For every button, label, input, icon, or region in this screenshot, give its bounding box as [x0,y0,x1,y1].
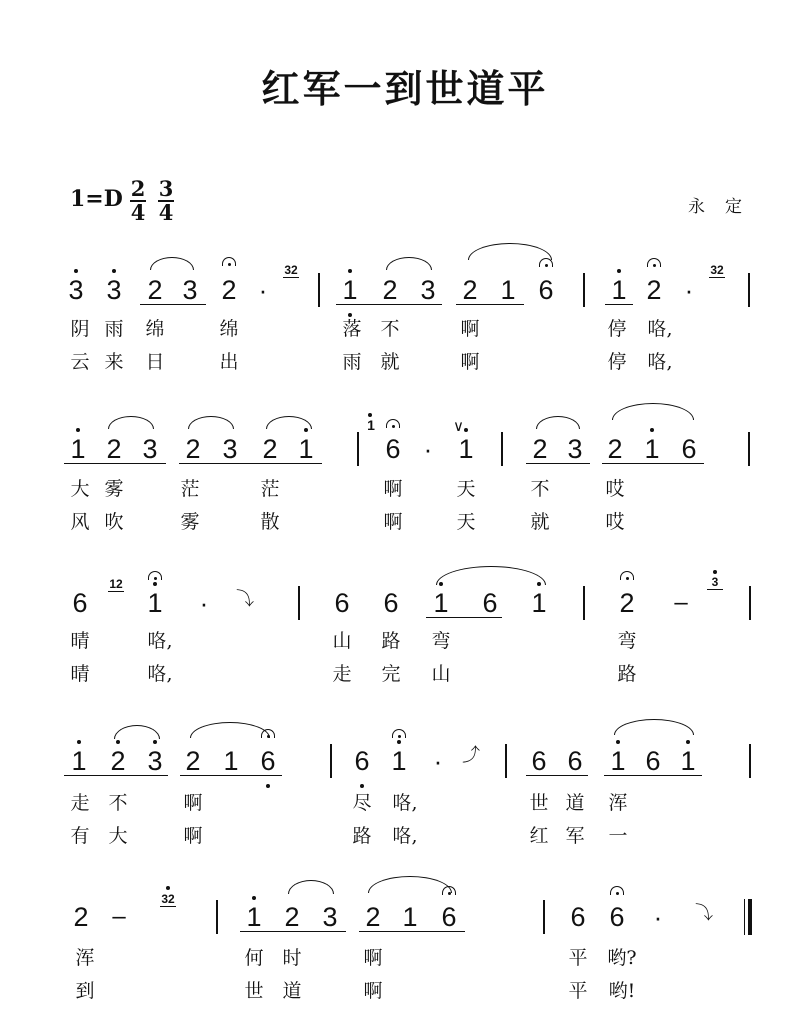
note: 2 [607,434,623,464]
octave-dot [153,582,157,586]
final-barline [744,899,752,935]
meter-denominator: 4 [130,200,146,225]
lyric: 红 [529,825,549,847]
fermata-icon [608,885,626,897]
lyric: 晴 [70,663,90,685]
lyric: 世 [244,980,264,1002]
lyric: 到 [75,980,95,1002]
lyric: 天 [456,478,476,500]
note: 1 [610,746,626,776]
grace-note: 12 [109,577,123,591]
lyric: 阴 [70,318,90,340]
note: 1 [500,275,516,305]
note: 2 [262,434,278,464]
octave-dot [252,896,256,900]
note: 6 [645,746,661,776]
note: 2 [110,746,126,776]
lyric: 山 [332,630,352,652]
lyric: 晴 [70,630,90,652]
note: 1 [680,746,696,776]
breath-mark-icon: ∨ [453,417,464,435]
augmentation-dot: · [653,902,663,932]
lyric: 走 [70,792,90,814]
underline [64,463,166,464]
lyric: 风 [70,511,90,533]
note: 1 [433,588,449,618]
lyric: 浑 [608,792,628,814]
lyric: 停 [607,351,627,373]
lyric: 路 [352,825,372,847]
slur [386,257,432,270]
octave-dot [77,740,81,744]
lyric: 啊 [383,511,403,533]
lyric: 出 [219,351,239,373]
glide-up-icon: ⤴ [462,745,480,766]
barline [318,273,320,307]
lyric: 啊 [363,947,383,969]
slur [266,416,312,429]
meter-numerator: 3 [158,176,174,201]
lyric: 天 [456,511,476,533]
barline [543,900,545,934]
slur [288,880,334,894]
note: 2 [365,902,381,932]
note: 2 [106,434,122,464]
underline [602,463,704,464]
lyric: 尽 [352,792,372,814]
lyric: 哟? [607,947,637,969]
slur [436,566,546,585]
dash: – [112,903,126,930]
note: 1 [70,434,86,464]
lyric: 停 [607,318,627,340]
lyric: 雨 [342,351,362,373]
lyric: 路 [617,663,637,685]
note: 6 [385,434,401,464]
note: 2 [221,275,237,305]
lyric: 啊 [460,318,480,340]
note: 3 [106,275,122,305]
octave-dot [650,428,654,432]
lyric: 平 [568,947,588,969]
fermata-icon [645,257,663,269]
barline [298,586,300,620]
lyric: 大 [70,478,90,500]
barline [583,586,585,620]
fermata-icon [618,570,636,582]
fermata-icon [220,256,238,268]
note: 1 [611,275,627,305]
octave-dot [686,740,690,744]
lyric: 雾 [104,478,124,500]
glide-down-icon: ⤵ [236,589,254,610]
barline [216,900,218,934]
barline [749,586,751,620]
note: 3 [142,434,158,464]
octave-dot [116,740,120,744]
lyric: 绵 [145,318,165,340]
lyric: 咯, [647,318,673,340]
octave-dot [74,269,78,273]
note: 6 [441,902,457,932]
dash: – [674,589,688,616]
lyric: 不 [530,478,550,500]
augmentation-dot: · [258,275,268,305]
slur [612,403,694,420]
barline [330,744,332,778]
underline [359,931,465,932]
grace-note: 1 [367,417,375,433]
augmentation-dot: · [433,746,443,776]
note: 2 [382,275,398,305]
note: 1 [391,746,407,776]
note: 2 [147,275,163,305]
time-signature-3-4 [156,178,176,224]
note: 3 [222,434,238,464]
fermata-icon [390,728,408,740]
barline [583,273,585,307]
underline [605,304,633,305]
note: 2 [619,588,635,618]
fermata-icon [146,570,164,582]
underline [604,775,702,776]
underline [140,304,206,305]
underline [526,775,588,776]
lyric: 哎 [605,478,625,500]
octave-dot [397,740,401,744]
underline [336,304,442,305]
note: 2 [462,275,478,305]
lyric: 雾 [180,511,200,533]
fermata-icon [537,257,555,269]
barline [748,273,750,307]
note: 1 [71,746,87,776]
note: 3 [147,746,163,776]
meter-denominator: 4 [158,200,174,225]
note: 6 [260,746,276,776]
lyric: 啊 [183,825,203,847]
octave-dot [616,740,620,744]
barline [749,744,751,778]
lyric: 咯, [392,825,418,847]
note: 2 [185,746,201,776]
lyric: 咯, [392,792,418,814]
barline [748,432,750,466]
lyric: 咯, [147,630,173,652]
underline [180,775,282,776]
note: 1 [342,275,358,305]
underline [426,617,502,618]
lyric: 世 [529,792,549,814]
augmentation-dot: · [199,588,209,618]
note: 6 [567,746,583,776]
lyric: 弯 [617,630,637,652]
lyric: 落 [342,318,362,340]
meter-numerator: 2 [130,176,146,201]
note: 3 [182,275,198,305]
fermata-icon [440,885,458,897]
grace-note: 32 [284,263,298,277]
fermata-icon [259,728,277,740]
lyric: 就 [530,511,550,533]
lyric: 云 [70,351,90,373]
note: 6 [609,902,625,932]
barline [505,744,507,778]
octave-dot [166,886,170,890]
lyric: 路 [381,630,401,652]
lyric: 大 [108,825,128,847]
note: 2 [532,434,548,464]
note: 2 [185,434,201,464]
slur [150,257,194,270]
lyric: 雨 [104,318,124,340]
octave-dot [368,413,372,417]
octave-dot [153,740,157,744]
barline [501,432,503,466]
octave-dot [266,784,270,788]
lyric: 不 [108,792,128,814]
lyric: 咯, [147,663,173,685]
note: 6 [482,588,498,618]
note: 6 [531,746,547,776]
grace-note: 32 [161,892,175,906]
note: 6 [570,902,586,932]
note: 1 [531,588,547,618]
slur [188,416,234,429]
note: 2 [646,275,662,305]
note: 3 [420,275,436,305]
octave-dot [360,784,364,788]
lyric: 来 [104,351,124,373]
lyric: 走 [332,663,352,685]
note: 1 [298,434,314,464]
note: 1 [458,434,474,464]
note: 6 [334,588,350,618]
lyric: 军 [565,825,585,847]
note: 3 [68,275,84,305]
lyric: 啊 [460,351,480,373]
barline [357,432,359,466]
lyric: 有 [70,825,90,847]
slur [536,416,580,429]
underline [240,931,346,932]
note: 3 [322,902,338,932]
note: 1 [147,588,163,618]
lyric: 一 [608,825,628,847]
lyric: 咯, [647,351,673,373]
slur [114,725,160,739]
octave-dot [464,428,468,432]
lyric: 山 [431,663,451,685]
time-signature-2-4 [128,178,148,224]
lyric: 浑 [75,947,95,969]
note: 3 [567,434,583,464]
grace-note: 32 [710,263,724,277]
note: 6 [681,434,697,464]
octave-dot [348,269,352,273]
underline [456,304,524,305]
lyric: 道 [565,792,585,814]
octave-dot [348,313,352,317]
lyric: 吹 [104,511,124,533]
note: 2 [73,902,89,932]
note: 6 [354,746,370,776]
glide-down-icon: ⤵ [695,903,713,924]
augmentation-dot: · [684,275,694,305]
lyric: 哎 [605,511,625,533]
octave-dot [112,269,116,273]
note: 6 [383,588,399,618]
lyric: 时 [282,947,302,969]
note: 1 [223,746,239,776]
lyric: 茫 [180,478,200,500]
lyric: 不 [380,318,400,340]
lyric: 弯 [431,630,451,652]
key-signature: 1=D [70,186,123,212]
fermata-icon [384,418,402,430]
augmentation-dot: · [423,434,433,464]
lyric: 哟! [608,980,636,1002]
slur [108,416,154,429]
lyric: 啊 [183,792,203,814]
note: 6 [72,588,88,618]
slur [614,719,694,735]
lyric: 何 [244,947,264,969]
octave-dot [713,570,717,574]
lyric: 啊 [363,980,383,1002]
song-title: 红军一到世道平 [261,66,549,111]
lyric: 日 [145,351,165,373]
underline [526,463,590,464]
lyric: 茫 [260,478,280,500]
note: 1 [246,902,262,932]
lyric: 散 [260,511,280,533]
note: 1 [402,902,418,932]
octave-dot [617,269,621,273]
song-origin: 永定 [688,197,762,217]
lyric: 绵 [219,318,239,340]
underline [64,775,168,776]
underline [179,463,322,464]
grace-note: 3 [704,576,726,590]
note: 1 [644,434,660,464]
lyric: 平 [568,980,588,1002]
lyric: 啊 [383,478,403,500]
note: 2 [284,902,300,932]
lyric: 道 [282,980,302,1002]
octave-dot [76,428,80,432]
lyric: 完 [381,663,401,685]
note: 6 [538,275,554,305]
lyric: 就 [380,351,400,373]
slur [190,722,270,738]
